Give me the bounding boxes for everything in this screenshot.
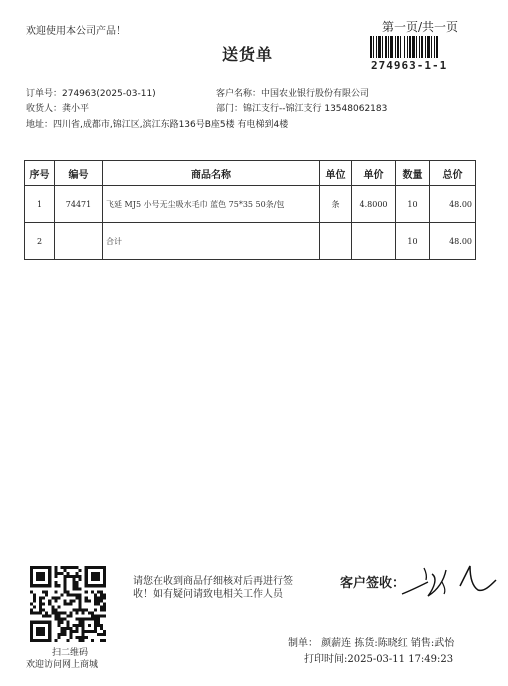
welcome-text: 欢迎使用本公司产品！ bbox=[26, 26, 126, 37]
staff-line: 制单： 颜薪连 拣货:陈晓红 销售:武怡 bbox=[288, 638, 455, 649]
header-quantity: 数量 bbox=[396, 161, 430, 186]
department-info: 部门：锦江支行--锦江支行 13548062183 bbox=[216, 104, 388, 114]
header-total: 总价 bbox=[430, 161, 476, 186]
receiver-name: 收货人：龚小平 bbox=[26, 104, 90, 114]
order-number: 订单号：274963(2025-03-11) bbox=[26, 89, 156, 99]
cell-product-name: 飞延 MJ5 小号无尘吸水毛巾 蓝色 75*35 50条/包 bbox=[103, 186, 320, 223]
cell-seq: 2 bbox=[25, 223, 55, 260]
cell-unit: 条 bbox=[320, 186, 352, 223]
signature-icon bbox=[398, 560, 500, 604]
table-row bbox=[25, 223, 476, 260]
qr-label: 扫二维码 bbox=[52, 648, 89, 658]
header-seq: 序号 bbox=[25, 161, 55, 186]
cell-unit-price bbox=[352, 223, 396, 260]
header-code: 编号 bbox=[55, 161, 103, 186]
notice-line-2: 收！如有疑问请致电相关工作人员 bbox=[133, 589, 283, 600]
header-product-name: 商品名称 bbox=[103, 161, 320, 186]
cell-code: 74471 bbox=[55, 186, 103, 223]
cell-total: 48.00 bbox=[430, 186, 476, 223]
notice-line-1: 请您在收到商品仔细核对后再进行签 bbox=[133, 576, 293, 587]
table-row bbox=[25, 186, 476, 223]
cell-code bbox=[55, 223, 103, 260]
delivery-address: 地址：四川省,成都市,锦江区,滨江东路136号B座5楼 有电梯到4楼 bbox=[26, 120, 289, 130]
cell-product-name: 合计 bbox=[103, 223, 320, 260]
cell-quantity: 10 bbox=[396, 186, 430, 223]
cell-seq: 1 bbox=[25, 186, 55, 223]
cell-total: 48.00 bbox=[430, 223, 476, 260]
qr-welcome-text: 欢迎访问网上商城 bbox=[26, 660, 99, 670]
cell-unit-price: 4.8000 bbox=[352, 186, 396, 223]
qr-code-icon bbox=[30, 566, 106, 642]
barcode-number: 274963-1-1 bbox=[371, 59, 448, 72]
cell-unit bbox=[320, 223, 352, 260]
customer-sign-label: 客户签收： bbox=[340, 576, 406, 591]
header-unit-price: 单价 bbox=[352, 161, 396, 186]
table-header-row bbox=[25, 161, 476, 186]
print-time: 打印时间:2025-03-11 17:49:23 bbox=[304, 654, 454, 665]
document-title: 送货单 bbox=[222, 45, 274, 64]
barcode-icon bbox=[370, 36, 462, 58]
items-table bbox=[24, 160, 476, 260]
customer-name: 客户名称：中国农业银行股份有限公司 bbox=[216, 89, 370, 99]
cell-quantity: 10 bbox=[396, 223, 430, 260]
page-indicator: 第一页/共一页 bbox=[382, 20, 459, 34]
header-unit: 单位 bbox=[320, 161, 352, 186]
